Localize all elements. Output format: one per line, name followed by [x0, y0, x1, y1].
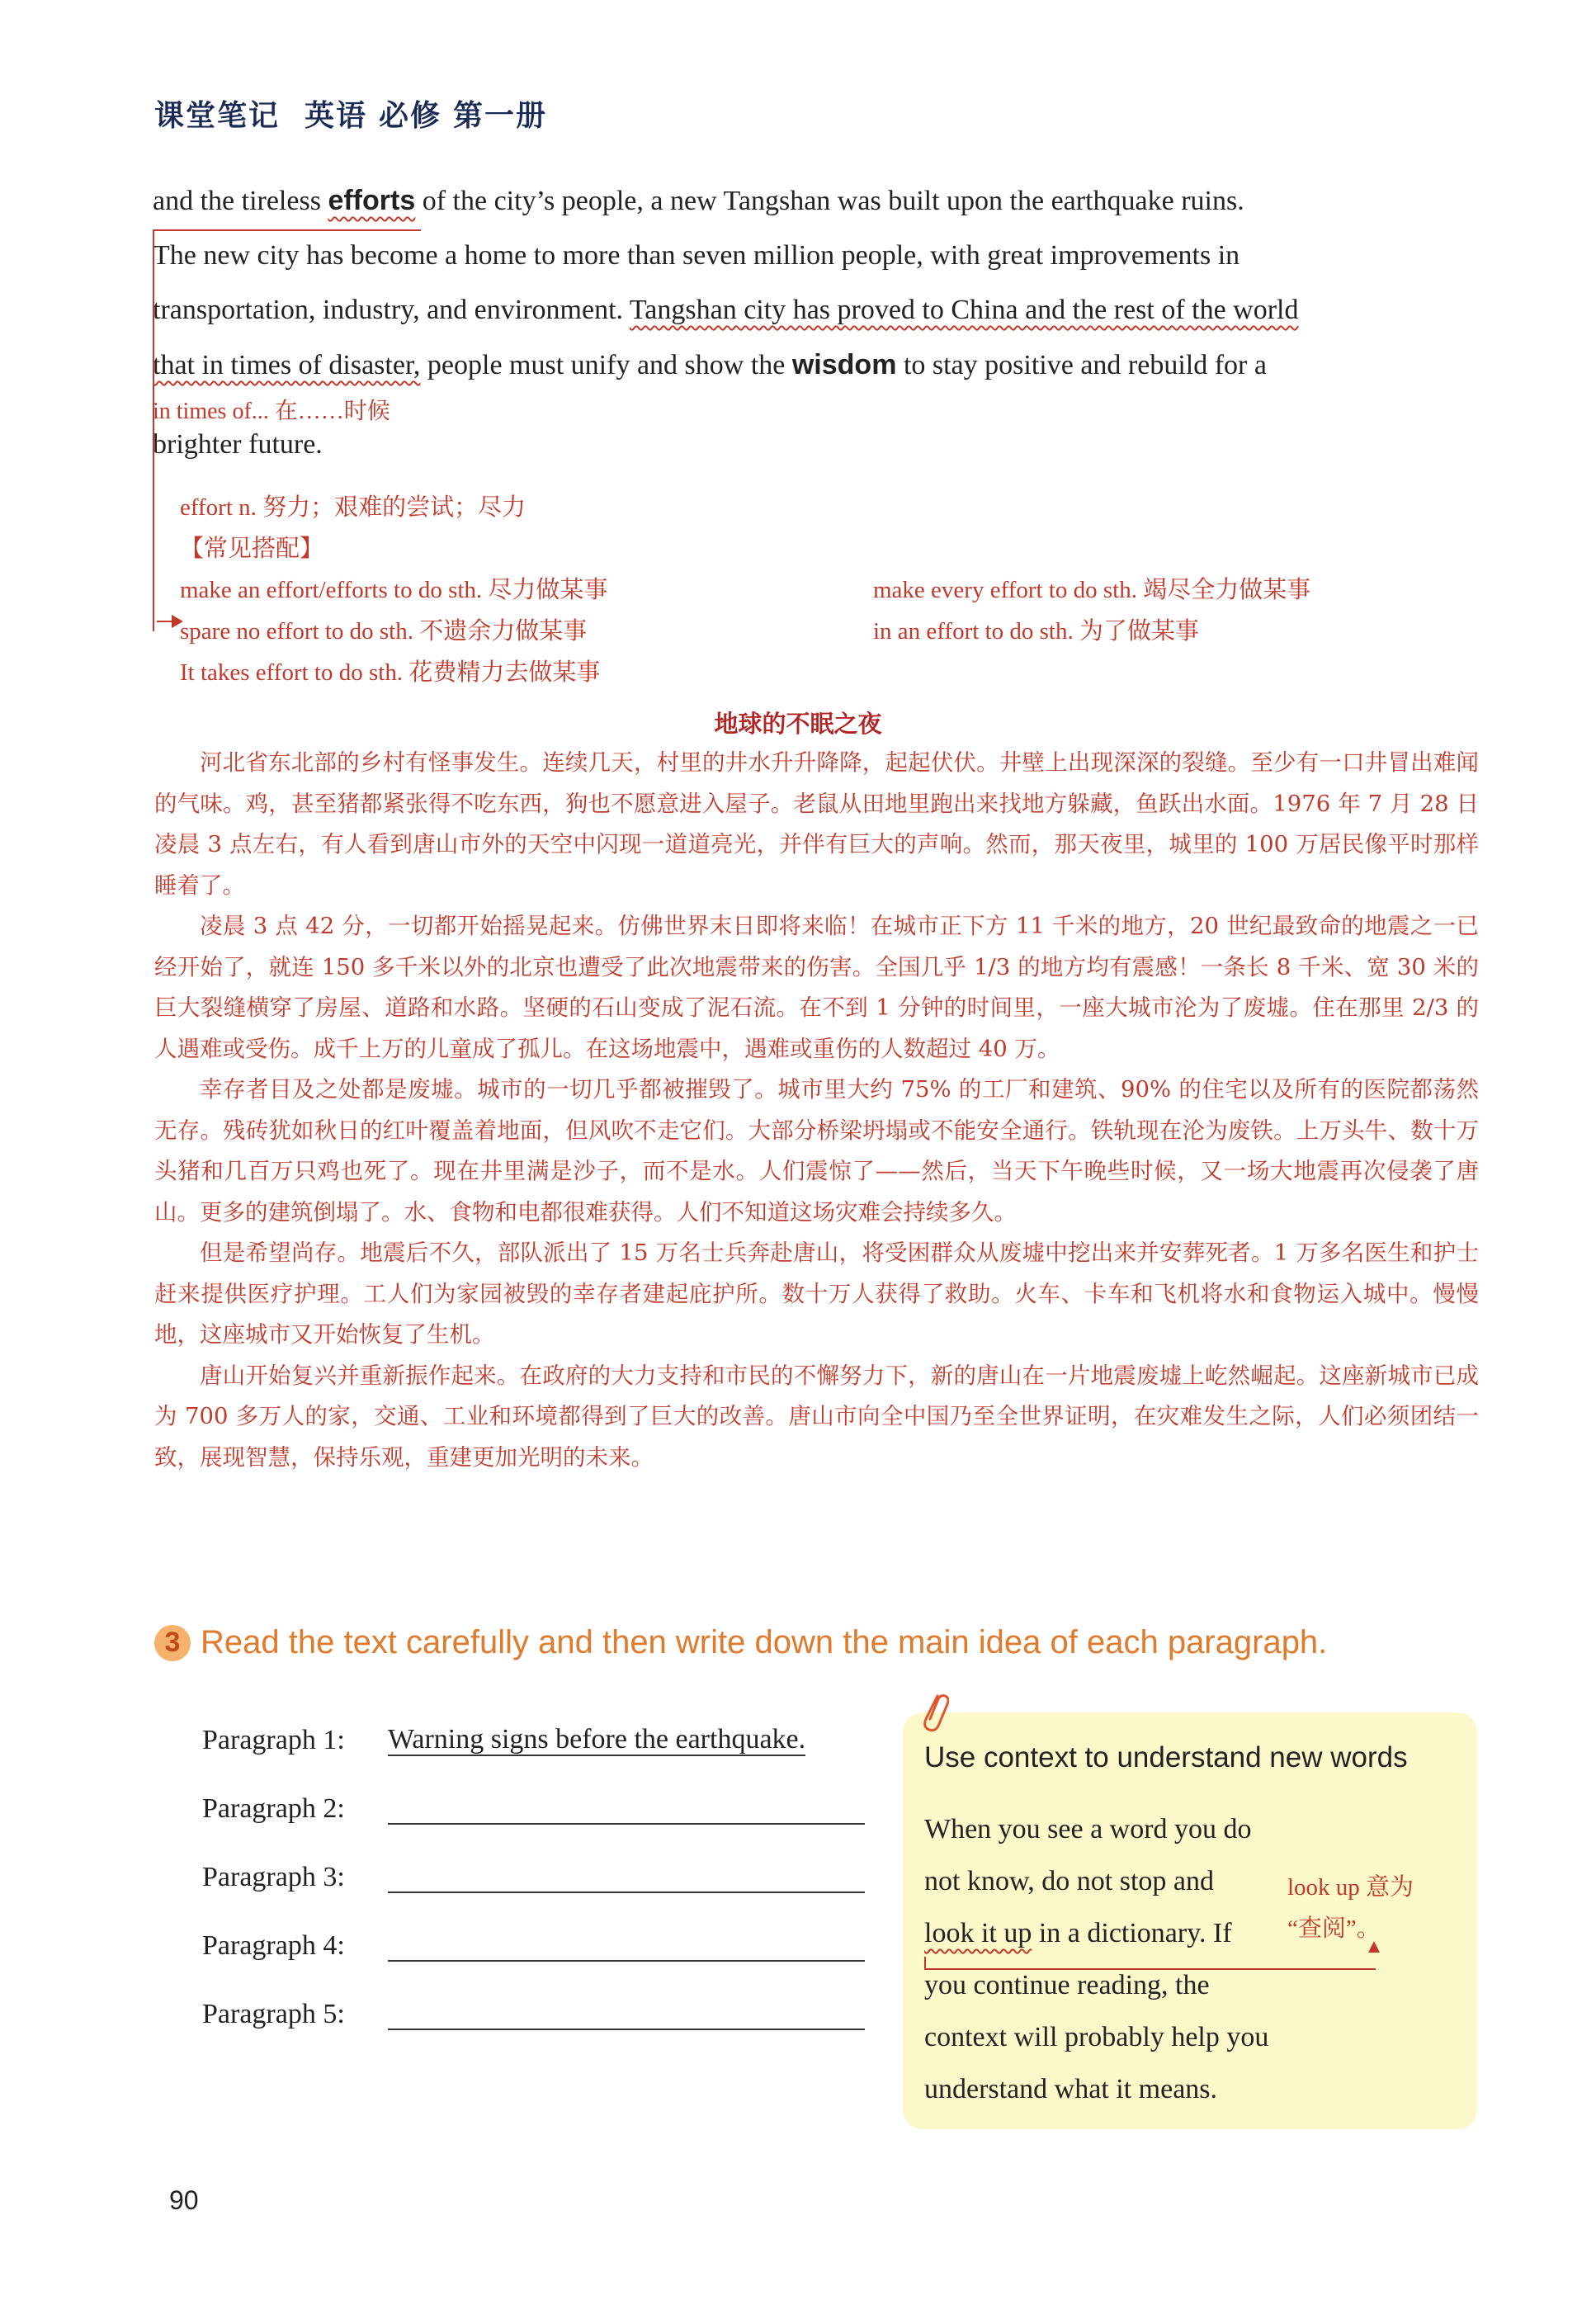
- page-header: [154, 92, 572, 135]
- paperclip-icon: [916, 1688, 949, 1737]
- passage-line-2: The new city has become a home to more than seven million people, with great improvements in: [153, 240, 1240, 271]
- collocation-5: It takes effort to do sth. 花费精力去做某事: [180, 659, 601, 686]
- exercise-instruction: Read the text carefully and then write down the main idea of each paragraph.: [201, 1624, 1328, 1660]
- header-subject: 英语: [305, 99, 368, 133]
- note-connector-line: [924, 1957, 1376, 1970]
- collocation-2: make every effort to do sth. 竭尽全力做某事: [873, 577, 1311, 603]
- answer-field[interactable]: [388, 1995, 865, 2030]
- passage-line-4: that in times of disaster, people must unify and show the wisdom to stay positive and rebuild for a: [153, 349, 1267, 380]
- answer-field[interactable]: [388, 1859, 865, 1893]
- header-volume: 必修: [379, 99, 442, 133]
- collocation-1: make an effort/efforts to do sth. 尽力做某事: [180, 577, 608, 603]
- arrow-up-icon: [1368, 1941, 1380, 1953]
- tip-title: Use context to understand new words: [924, 1741, 1408, 1773]
- translation-body: [154, 743, 1479, 1478]
- paragraph-label: Paragraph 5:: [202, 1999, 345, 2029]
- main-idea-row: [202, 1825, 865, 1893]
- note-look-up: look up 意为 “查阅”。: [1287, 1874, 1414, 1942]
- answer-field[interactable]: [388, 1790, 865, 1825]
- header-book: 课堂笔记: [154, 99, 281, 133]
- highlighted-sentence: Tangshan city has proved to China and the rest of the world: [629, 295, 1299, 325]
- phrase-look-it-up: look it up: [924, 1918, 1032, 1948]
- paragraph-label: Paragraph 1:: [202, 1725, 345, 1755]
- translation-paragraph: 凌晨 3 点 42 分，一切都开始摇晃起来。仿佛世界末日即将来临！在城市正下方 11 千米的地方，20 世纪最致命的地震之一已经开始了，就连 150 多千米以外的北京也遭受了此次地震带来的伤害。全国几乎 1/3 的地方均有震感！一条长 8 千米、宽 30 米的巨大裂缝横穿了房屋、道路和水路。坚硬的石山变成了泥石流。在不到 1 分钟的时间里，一座大城市沦为了废墟。住在那里 2/3 的人遇难或受伤。成千上万的儿童成了孤儿。在这场地震中，遇难或重伤的人数超过 40 万。: [154, 913, 1479, 1062]
- passage-line-1: and the tireless efforts of the city’s people, a new Tangshan was built upon the earthquake ruins.: [153, 185, 1244, 216]
- translation-paragraph: 河北省东北部的乡村有怪事发生。连续几天，村里的井水升升降降，起起伏伏。井壁上出现深深的裂缝。至少有一口井冒出难闻的气味。鸡，甚至猪都紧张得不吃东西，狗也不愿意进入屋子。老鼠从田地里跑出来找地方躲藏，鱼跃出水面。1976 年 7 月 28 日凌晨 3 点左右，有人看到唐山市外的天空中闪现一道道亮光，并伴有巨大的声响。然而，那天夜里，城里的 100 万居民像平时那样睡着了。: [154, 749, 1479, 899]
- translation-paragraph: 幸存者目及之处都是废墟。城市的一切几乎都被摧毁了。城市里大约 75% 的工厂和建筑、90% 的住宅以及所有的医院都荡然无存。残砖犹如秋日的红叶覆盖着地面，但风吹不走它们。大部分桥梁坍塌或不能安全通行。铁轨现在沦为废铁。上万头牛、数十万头猪和几百万只鸡也死了。现在井里满是沙子，而不是水。人们震惊了——然后，当天下午晚些时候，又一场大地震再次侵袭了唐山。更多的建筑倒塌了。水、食物和电都很难获得。人们不知道这场灾难会持续多久。: [154, 1076, 1479, 1226]
- highlighted-phrase: that in times of disaster,: [153, 350, 421, 380]
- effort-definition: effort n. 努力；艰难的尝试；尽力: [180, 494, 526, 521]
- keyword-efforts: efforts: [328, 185, 416, 216]
- effort-notes: [180, 487, 1418, 693]
- page-number: 90: [169, 2185, 199, 2215]
- note-in-times-of: in times of... 在……时候: [153, 399, 390, 424]
- paragraph-label: Paragraph 3:: [202, 1862, 345, 1892]
- translation-title: 地球的不眠之夜: [714, 710, 882, 738]
- main-idea-row: [202, 1893, 865, 1962]
- exercise-number-badge: 3: [154, 1625, 191, 1661]
- header-part: 第一册: [453, 99, 548, 133]
- main-idea-list: [202, 1688, 865, 2030]
- main-idea-row: [202, 1962, 865, 2030]
- collocation-3: spare no effort to do sth. 不遗余力做某事: [180, 618, 588, 645]
- annotation-bracket: [153, 229, 154, 631]
- tip-body: When you see a word you do not know, do not stop and look it up in a dictionary. If you continue reading, the context will probably help you understand what it means.: [924, 1814, 1269, 2104]
- passage-line-3: transportation, industry, and environment. Tangshan city has proved to China and the rest of the world: [153, 295, 1299, 325]
- answer-field[interactable]: [388, 1927, 865, 1962]
- collocations-title: 【常见搭配】: [180, 536, 324, 562]
- collocation-4: in an effort to do sth. 为了做某事: [873, 618, 1199, 645]
- paragraph-label: Paragraph 2:: [202, 1793, 345, 1824]
- passage-text: [153, 173, 1477, 393]
- answer-field[interactable]: Warning signs before the earthquake.: [388, 1724, 806, 1755]
- translation-paragraph: 但是希望尚存。地震后不久，部队派出了 15 万名士兵奔赴唐山，将受困群众从废墟中挖出来并安葬死者。1 万多名医生和护士赶来提供医疗护理。工人们为家园被毁的幸存者建起庇护所。数十万人获得了救助。火车、卡车和飞机将水和食物运入城中。慢慢地，这座城市又开始恢复了生机。: [154, 1240, 1479, 1348]
- main-idea-row: [202, 1688, 865, 1756]
- passage-line-5: brighter future.: [153, 429, 323, 460]
- annotation-bracket-top: [153, 229, 421, 231]
- translation-paragraph: 唐山开始复兴并重新振作起来。在政府的大力支持和市民的不懈努力下，新的唐山在一片地震废墟上屹然崛起。这座新城市已成为 700 多万人的家，交通、工业和环境都得到了巨大的改善。唐山市向全中国乃至全世界证明，在灾难发生之际，人们必须团结一致，展现智慧，保持乐观，重建更加光明的未来。: [154, 1362, 1479, 1471]
- main-idea-row: [202, 1756, 865, 1825]
- paragraph-label: Paragraph 4:: [202, 1930, 345, 1961]
- keyword-wisdom: wisdom: [791, 349, 897, 380]
- exercise-heading: [154, 1624, 1327, 1661]
